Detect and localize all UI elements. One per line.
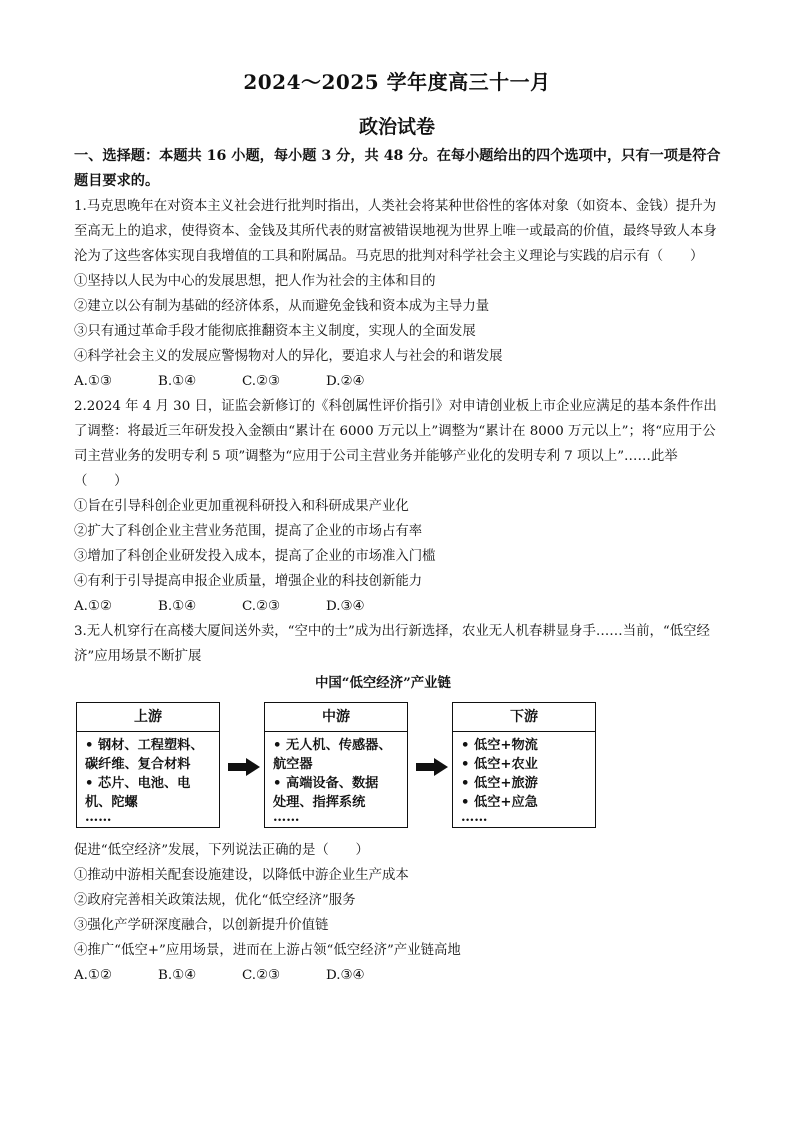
statement-option: ②扩大了科创企业主营业务范围，提高了企业的市场占有率 [74,524,423,539]
box-heading: 上游 [77,703,219,732]
question-stem: 3.无人机穿行在高楼大厦间送外卖，“空中的士”成为出行新选择，农业无人机春耕显身手……当前，“低空经济”应用场景不断扩展 [74,624,710,664]
box-line: • 低空+物流 [461,738,538,753]
statement-option: ④有利于引导提高申报企业质量，增强企业的科技创新能力 [74,574,423,589]
statement-option: ①旨在引导科创企业更加重视科研投入和科研成果产业化 [74,499,409,514]
box-line: • 低空+农业 [461,757,538,772]
exam-subject: 政治试卷 [358,116,435,138]
question-stem: 2.2024 年 4 月 30 日，证监会新修订的《科创属性评价指引》对申请创业板上市企业应满足的基本条件作出了调整：将最近三年研发投入金额由“累计在 6000 万元以上”调整为“累计在 8000 万元以上”；将“应用于公司主营业务的发明专利 5 项”调整为“应用于公司主营业务并能够产业化的发明专利 7 项以上”……此举（ ） [74,399,717,489]
exam-title: 2024～2025 学年度高三十一月 [243,70,551,94]
statement-option: ②政府完善相关政策法规，优化“低空经济”服务 [74,893,356,908]
section-heading: 一、选择题：本题共 16 小题，每小题 3 分，共 48 分。在每小题给出的四个选项中，只有一项是符合题目要求的。 [74,148,721,189]
midstream-box [264,702,408,828]
box-line: • 高端设备、数据 [273,776,379,791]
choice-a: A.①③ [74,374,112,389]
box-line: …… [273,810,300,825]
statement-option: ③强化产学研深度融合，以创新提升价值链 [74,918,329,933]
statement-option: ③只有通过革命手段才能彻底推翻资本主义制度，实现人的全面发展 [74,324,476,339]
box-line: …… [85,810,112,825]
right-arrow-icon [416,758,448,776]
question-2 [74,394,722,619]
box-heading: 下游 [453,703,595,732]
choice-d: D.③④ [326,599,365,614]
box-line: 碳纤维、复合材料 [85,757,191,772]
choice-d: D.③④ [326,968,365,983]
answer-choices [74,369,722,394]
box-body [265,732,407,824]
question-prompt: 促进“低空经济”发展，下列说法正确的是（ ） [74,843,369,858]
box-line: • 无人机、传感器、 [273,738,392,753]
choice-c: C.②③ [242,968,281,983]
box-line: …… [461,810,488,825]
choice-d: D.②④ [326,374,365,389]
box-line: 处理、指挥系统 [273,795,366,810]
box-line: • 低空+旅游 [461,776,538,791]
box-line: • 芯片、电池、电 [85,776,191,791]
box-body [77,732,219,824]
box-heading: 中游 [265,703,407,732]
answer-choices [74,594,722,619]
answer-choices [74,963,722,988]
question-stem: 1.马克思晚年在对资本主义社会进行批判时指出，人类社会将某种世俗性的客体对象（如资本、金钱）提升为至高无上的追求，使得资本、金钱及其所代表的财富被错误地视为世界上唯一或最高的价值，最终导致人本身沦为了这些客体实现自我增值的工具和附属品。马克思的批判对科学社会主义理论与实践的启示有（ ） [74,199,717,264]
downstream-box [452,702,596,828]
choice-c: C.②③ [242,374,281,389]
chain-diagram-title: 中国“低空经济”产业链 [315,675,451,691]
choice-c: C.②③ [242,599,281,614]
upstream-box [76,702,220,828]
right-arrow-icon [228,758,260,776]
box-body [453,732,595,824]
statement-option: ④科学社会主义的发展应警惕物对人的异化，要追求人与社会的和谐发展 [74,349,503,364]
industry-chain-diagram [74,700,634,838]
choice-a: A.①② [74,968,112,983]
question-3 [74,619,722,988]
statement-option: ①推动中游相关配套设施建设，以降低中游企业生产成本 [74,868,409,883]
statement-option: ②建立以公有制为基础的经济体系，从而避免金钱和资本成为主导力量 [74,299,490,314]
box-line: • 钢材、工程塑料、 [85,738,204,753]
box-line: • 低空+应急 [461,795,538,810]
statement-option: ①坚持以人民为中心的发展思想，把人作为社会的主体和目的 [74,274,436,289]
box-line: 机、陀螺 [85,795,138,810]
exam-content [74,144,722,988]
choice-b: B.①④ [158,599,197,614]
statement-option: ④推广“低空+”应用场景，进而在上游占领“低空经济”产业链高地 [74,943,461,958]
box-line: 航空器 [273,757,313,772]
choice-a: A.①② [74,599,112,614]
choice-b: B.①④ [158,374,197,389]
question-1 [74,194,722,394]
choice-b: B.①④ [158,968,197,983]
statement-option: ③增加了科创企业研发投入成本，提高了企业的市场准入门槛 [74,549,436,564]
